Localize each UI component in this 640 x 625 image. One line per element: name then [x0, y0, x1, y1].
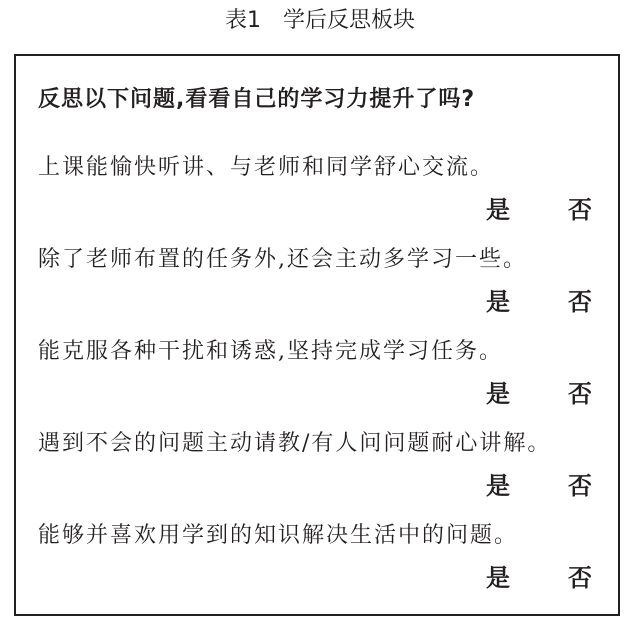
answer-options	[38, 378, 608, 410]
list-item	[38, 244, 608, 318]
no-option[interactable]: 否	[568, 380, 592, 408]
question-text: 上课能愉快听讲、与老师和同学舒心交流。	[38, 155, 495, 180]
no-option[interactable]: 否	[568, 564, 592, 592]
no-option[interactable]: 否	[568, 196, 592, 224]
no-option[interactable]: 否	[568, 288, 592, 316]
answer-options	[38, 562, 608, 594]
yes-option[interactable]: 是	[486, 472, 510, 500]
yes-option[interactable]: 是	[486, 196, 510, 224]
list-item	[38, 152, 608, 226]
answer-options	[38, 286, 608, 318]
list-item	[38, 520, 608, 594]
table-title: 学后反思板块	[282, 8, 415, 33]
no-option[interactable]: 否	[568, 472, 592, 500]
list-item	[38, 336, 608, 410]
answer-options	[38, 470, 608, 502]
question-text: 能克服各种干扰和诱惑,坚持完成学习任务。	[38, 339, 503, 364]
yes-option[interactable]: 是	[486, 380, 510, 408]
question-text: 除了老师布置的任务外,还会主动多学习一些。	[38, 247, 527, 272]
question-text: 遇到不会的问题主动请教/有人问问题耐心讲解。	[38, 431, 552, 456]
reflection-panel	[14, 54, 620, 616]
table-caption	[0, 6, 640, 36]
question-text: 能够并喜欢用学到的知识解决生活中的问题。	[38, 523, 519, 548]
yes-option[interactable]: 是	[486, 288, 510, 316]
prompt-heading: 反思以下问题,看看自己的学习力提升了吗?	[38, 87, 476, 112]
table-number: 表1	[224, 8, 261, 33]
list-item	[38, 428, 608, 502]
answer-options	[38, 194, 608, 226]
yes-option[interactable]: 是	[486, 564, 510, 592]
